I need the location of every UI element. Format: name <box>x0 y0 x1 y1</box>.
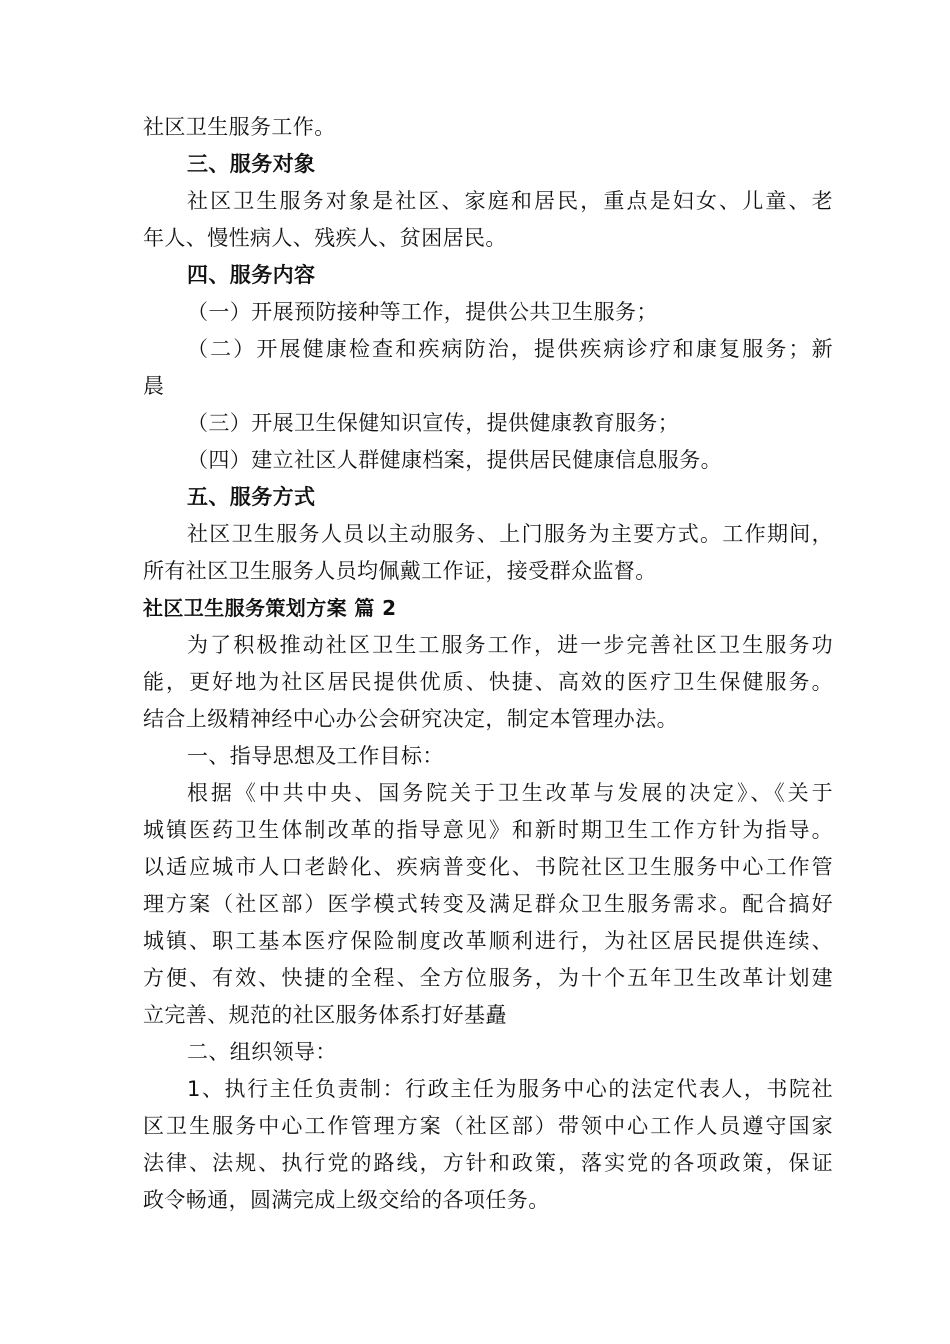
body-text-line: 晨 <box>143 374 165 398</box>
body-text-line: 法律、法规、执行党的路线，方针和政策，落实党的各项政策，保证 <box>143 1151 833 1175</box>
body-text-line: 方便、有效、快捷的全程、全方位服务，为十个五年卫生改革计划建 <box>143 966 833 990</box>
body-text-line: 年人、慢性病人、残疾人、贫困居民。 <box>143 226 507 250</box>
list-item: （二）开展健康检查和疾病防治，提供疾病诊疗和康复服务；新 <box>187 337 833 361</box>
body-text-line: 区卫生服务中心工作管理方案（社区部）带领中心工作人员遵守国家 <box>143 1114 833 1138</box>
subsection-heading-guiding-principles: 一、指导思想及工作目标： <box>187 744 444 768</box>
body-text-line: 1、执行主任负责制：行政主任为服务中心的法定代表人，书院社 <box>187 1077 833 1101</box>
body-text-line: 结合上级精神经中心办公会研究决定，制定本管理办法。 <box>143 707 678 731</box>
body-text-line: 根据《中共中央、国务院关于卫生改革与发展的决定》、《关于 <box>187 781 833 805</box>
body-text-line: 以适应城市人口老龄化、疾病普变化、书院社区卫生服务中心工作管 <box>143 855 833 879</box>
body-text-line: 城镇医药卫生体制改革的指导意见》和新时期卫生工作方针为指导。 <box>143 818 833 842</box>
body-text-line: 理方案（社区部）医学模式转变及满足群众卫生服务需求。配合搞好 <box>143 892 833 916</box>
body-text-line: 政令畅通，圆满完成上级交给的各项任务。 <box>143 1188 550 1212</box>
body-text-line: 社区卫生服务对象是社区、家庭和居民，重点是妇女、儿童、老 <box>187 189 833 213</box>
list-item: （一）开展预防接种等工作，提供公共卫生服务； <box>187 300 658 324</box>
list-item: （四）建立社区人群健康档案，提供居民健康信息服务。 <box>187 448 722 472</box>
section-heading-service-methods: 五、服务方式 <box>187 485 316 509</box>
body-text-line: 能，更好地为社区居民提供优质、快捷、高效的医疗卫生保健服务。 <box>143 670 833 694</box>
subsection-heading-organization: 二、组织领导： <box>187 1040 337 1064</box>
body-text-line: 为了积极推动社区卫生工服务工作，进一步完善社区卫生服务功 <box>187 633 833 657</box>
body-text-line: 城镇、职工基本医疗保险制度改革顺利进行，为社区居民提供连续、 <box>143 929 833 953</box>
body-text-line: 所有社区卫生服务人员均佩戴工作证，接受群众监督。 <box>143 559 657 583</box>
body-text-line: 社区卫生服务人员以主动服务、上门服务为主要方式。工作期间， <box>187 522 833 546</box>
body-text-line: 立完善、规范的社区服务体系打好基矗 <box>143 1003 507 1027</box>
section-heading-service-targets: 三、服务对象 <box>187 152 316 176</box>
section-heading-service-content: 四、服务内容 <box>187 263 316 287</box>
article-title-part-2: 社区卫生服务策划方案 篇 2 <box>143 596 397 620</box>
list-item: （三）开展卫生保健知识宣传，提供健康教育服务； <box>187 411 680 435</box>
body-text-line: 社区卫生服务工作。 <box>143 115 336 139</box>
